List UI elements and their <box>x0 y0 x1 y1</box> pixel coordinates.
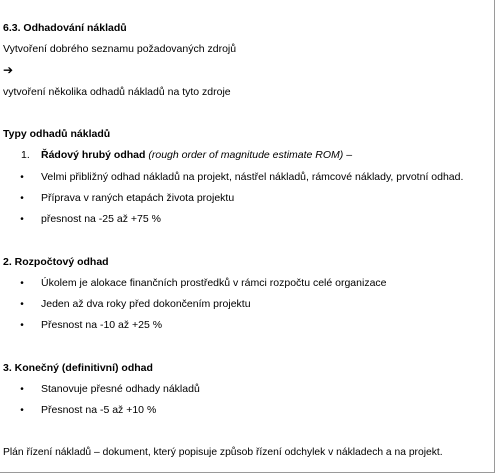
section1-bullet-3: přesnost na -25 až +75 % <box>41 213 161 225</box>
section1-title-suffix: – <box>343 149 353 161</box>
intro-line-2: vytvoření několika odhadů nákladů na tyto zdroje <box>3 86 231 98</box>
types-heading: Typy odhadů nákladů <box>3 128 111 140</box>
footer-text: Plán řízení nákladů – dokument, který popisuje způsob řízení odchylek v nákladech a na projekt. <box>3 447 443 458</box>
section3-bullet-2: Přesnost na -5 až +10 % <box>41 404 157 416</box>
section2-bullet-3: Přesnost na -10 až +25 % <box>41 319 163 331</box>
bullet-icon: • <box>20 384 24 395</box>
section1-title-note: (rough order of magnitude estimate ROM) <box>148 149 344 161</box>
section3-title: 3. Konečný (definitivní) odhad <box>3 362 153 374</box>
bullet-icon: • <box>20 299 24 310</box>
section2-title: 2. Rozpočtový odhad <box>3 256 109 268</box>
section1-title-line <box>41 149 352 162</box>
section3-bullet-1: Stanovuje přesné odhady nákladů <box>41 383 200 395</box>
section1-bullet-2: Příprava v raných etapách života projektu <box>41 192 235 204</box>
section1-bullet-1: Velmi přibližný odhad nákladů na projekt, nástřel nákladů, rámcové náklady, prvotní odhad. <box>41 171 464 183</box>
right-arrow-icon: ➔ <box>3 63 14 77</box>
section-heading: 6.3. Odhadování nákladů <box>3 22 127 34</box>
bullet-icon: • <box>20 193 24 204</box>
section2-bullet-1: Úkolem je alokace finančních prostředků v rámci rozpočtu celé organizace <box>41 277 387 289</box>
section2-bullet-2: Jeden až dva roky před dokončením projektu <box>41 298 251 310</box>
bullet-icon: • <box>20 278 24 289</box>
bullet-icon: • <box>20 405 24 416</box>
bullet-icon: • <box>20 214 24 225</box>
list-number: 1. <box>21 149 30 161</box>
section1-title: Řádový hrubý odhad <box>41 149 146 161</box>
intro-line-1: Vytvoření dobrého seznamu požadovaných zdrojů <box>3 43 237 55</box>
bullet-icon: • <box>20 320 24 331</box>
bullet-icon: • <box>20 172 24 183</box>
